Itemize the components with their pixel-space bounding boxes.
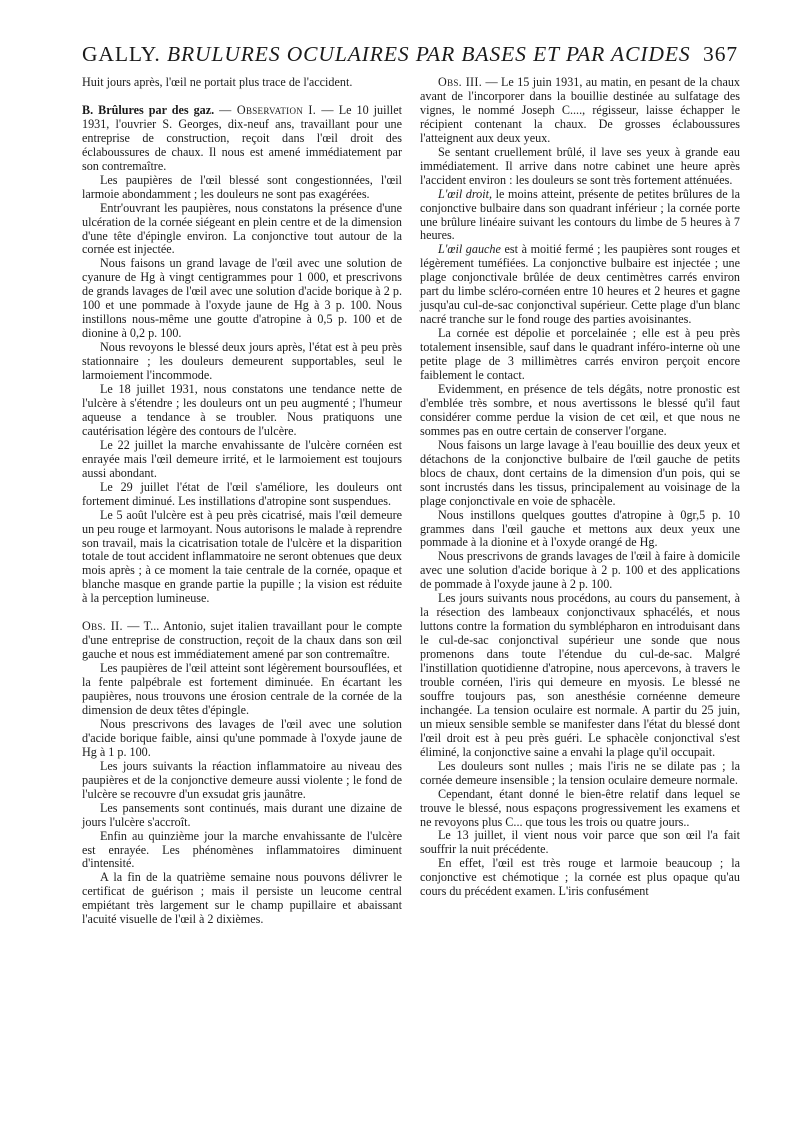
observation-paragraph [82,620,402,662]
paragraph: Evidemment, en présence de tels dégâts, notre pronostic est d'emblée très sombre, et nous avertissons le blessé qu'il faut considérer comme perdue la vision de cet œil, et que nous ne sommes pas en outre certain de conserver l'organe. [420,381,740,438]
paragraph: Les jours suivants la réaction inflammatoire au niveau des paupières et de la conjonctive demeure aussi violente ; le fond de l'ulcère se recouvre d'un exsudat gris jaunâtre. [82,758,402,801]
paragraph: Nous faisons un large lavage à l'eau bouillie des deux yeux et détachons de la conjonctive bulbaire de l'œil gauche de petits blocs de chaux, dont certains de la dimension d'un pois, qui se sont incrustés dans les tissus, principalement au voisinage de la plage conjonctivale en voie de sphacèle. [420,437,740,508]
paragraph: Les paupières de l'œil blessé sont congestionnées, l'œil larmoie abondamment ; les douleurs ne sont pas exagérées. [82,172,402,201]
paragraph: Les paupières de l'œil atteint sont légèrement boursouflées, et la fente palpébrale est fortement diminuée. En écartant les paupières, nous trouvons une érosion centrale de la cornée de la dimension de deux têtes d'épingle. [82,661,402,717]
paragraph-text: est à moitié fermé ; les paupières sont rouges et légèrement tuméfiées. La conjonctive bulbaire est injectée ; une plage conjonctivale brûlée de deux centimètres carrés environ part du limbe scléro-cornéen entre 10 heures et 2 heures et gagne jusqu'au cul-de-sac conjonctival supérieur. Cette plage d'un blanc nacré tranche sur le fond rouge des parties avoisinantes. [420,242,740,327]
paragraph: Nous instillons quelques gouttes d'atropine à 0gr,5 p. 10 grammes dans l'œil gauche et mettons aux deux yeux une pommade à la dionine et à l'oxyde orangé de Hg. [420,507,740,550]
observation-text: — Le 15 juin 1931, au matin, en pesant de la chaux avant de l'incorporer dans la bouillie destinée au sulfatage des vignes, le nommé Joseph C...., régisseur, laisse échapper le récipient contenant la chaux. De grosses éclaboussures l'atteignent aux deux yeux. [420,75,740,145]
paragraph: Huit jours après, l'œil ne portait plus trace de l'accident. [82,75,353,89]
paragraph-text: le moins atteint, présente de petites brûlures de la conjonctive bulbaire dans son quadrant inférieur ; la cornée porte une brûlure linéaire suivant les contours du limbe de 5 heures à 7 heures. [420,186,740,243]
paragraph: Enfin au quinzième jour la marche envahissante de l'ulcère est enrayée. Les phénomènes inflammatoires diminuent d'intensité. [82,828,402,871]
page-number: 367 [703,42,738,66]
right-column [420,76,740,899]
paragraph: Entr'ouvrant les paupières, nous constatons la présence d'une ulcération de la cornée siégeant en plein centre et de la dimension d'une tête d'épingle environ. La conjonctive tout autour de la cornée est injectée. [82,200,402,257]
paragraph: A la fin de la quatrième semaine nous pouvons délivrer le certificat de guérison ; mais il persiste un leucome central empiétant très largement sur le champ pupillaire et abaissant l'acuité visuelle de l'œil à 2 dixièmes. [82,870,402,927]
header-author: GALLY. [82,42,161,66]
eye-label: L'œil droit, [438,186,493,201]
paragraph: Le 22 juillet la marche envahissante de l'ulcère cornéen est enrayée mais l'œil demeure irrité, et le larmoiement est toujours aussi abondant. [82,437,402,480]
observation-text: — T... Antonio, sujet italien travaillant pour le compte d'une entreprise de construction, reçoit de la chaux dans son œil gauche et nous est immédiatement amené par son contremaître. [82,619,402,662]
eye-label: L'œil gauche [438,242,501,257]
paragraph: Nous prescrivons de grands lavages de l'œil à faire à domicile avec une solution d'acide borique à 2 p. 100 et des applications de pommade à l'oxyde jaune à 2 p. 100. [420,549,740,592]
paragraph: En effet, l'œil est très rouge et larmoie beaucoup ; la conjonctive est chémotique ; la cornée est plus opaque qu'au cours du précédent examen. L'iris confusément [420,856,740,899]
paragraph [420,243,740,327]
section-b-heading: B. Brûlures par des gaz. [82,102,215,117]
paragraph: Le 13 juillet, il vient nous voir parce que son œil l'a fait souffrir la nuit précédente. [420,828,740,857]
observation-text: Le 10 juillet 1931, l'ouvrier S. Georges, dix-neuf ans, travaillant pour une entreprise de construction, reçoit dans l'œil droit des éclaboussures de chaux. Il nous est amené immédiatement par son contremaître. [82,102,403,173]
paragraph: Le 29 juillet l'état de l'œil s'améliore, les douleurs ont fortement diminué. Les instillations d'atropine sont suspendues. [82,479,402,508]
observation-paragraph [420,76,740,146]
paragraph: Les jours suivants nous procédons, au cours du pansement, à la résection des lambeaux conjonctivaux sphacélés, et nous luttons contre la formation du symblépharon en introduisant dans le cul-de-sac conjonctival supérieur une sonde que nous promenons dans toute l'étendue du cul-de-sac. Malgré l'instillation quotidienne d'atropine, nous apercevons, à travers le trouble cornéen, l'iris qui demeure en myosis. Le blessé ne souffre toujours pas, son anesthésie cornéenne demeure inchangée. La tension oculaire est normale. A partir du 25 juin, un mieux sensible semble se manifester dans l'état du blessé dont l'œil droit est à peu près guéri. Le sphacèle conjonctival s'est éliminé, la conjonctive saine a envahi la plage qu'il occupait. [420,591,740,759]
header-title: BRULURES OCULAIRES PAR BASES ET PAR ACIDES [166,42,691,66]
paragraph: Se sentant cruellement brûlé, il lave ses yeux à grande eau immédiatement. Il arrive dans notre cabinet une heure après l'accident environ : les douleurs se sont très fortement atténuées. [420,144,740,187]
paragraph: Nous prescrivons des lavages de l'œil avec une solution d'acide borique faible, ainsi qu'une pommade à l'oxyde jaune de Hg à 1 p. 100. [82,716,402,759]
observation-label: — Observation I. — [219,102,334,117]
section-b-paragraph [82,104,402,174]
paragraph: Le 18 juillet 1931, nous constatons une tendance nette de l'ulcère à s'étendre ; les douleurs ont un peu augmenté ; l'humeur aqueuse a tendance à se troubler. Nous pratiquons une cautérisation légère des contours de l'ulcère. [82,382,402,438]
paragraph [420,188,740,244]
left-column [82,76,402,927]
paragraph: Le 5 août l'ulcère est à peu près cicatrisé, mais l'œil demeure un peu rouge et larmoyant. Nous autorisons le malade à reprendre son travail, mais la cicatrisation totale de l'ulcère et la disparition totale de tout accident inflammatoire ne seront obtenues que deux mois après ; à ce moment la taie centrale de la cornée, opaque et blanche masque en grande partie la pupille ; la vision est réduite à la perception lumineuse. [82,507,402,606]
paragraph: La cornée est dépolie et porcelainée ; elle est à peu près totalement insensible, sauf dans le quadrant inféro-interne où une petite plage de 3 millimètres carrés environ perçoit encore faiblement le contact. [420,326,740,383]
running-header [82,42,738,74]
observation-label: Obs. II. [82,619,123,634]
paragraph: Les pansements sont continués, mais durant une dizaine de jours l'ulcère s'accroît. [82,800,402,829]
observation-label: Obs. III. [438,75,483,89]
paragraph: Les douleurs sont nulles ; mais l'iris ne se dilate pas ; la cornée demeure insensible ; la tension oculaire demeure normale. [420,758,740,787]
paragraph: Nous faisons un grand lavage de l'œil avec une solution de cyanure de Hg à vingt centigrammes pour 1 000, et prescrivons de grands lavages de l'œil avec une solution d'acide borique à 2 p. 100 et une pommade à l'oxyde jaune de Hg à 3 p. 100. Nous instillons nous-même une goutte d'atropine à 0,5 p. 100 et de dionine à 0,2 p. 100. [82,256,402,341]
paragraph: Cependant, étant donné le bien-être relatif dans lequel se trouve le blessé, nous espaçons progressivement les examens et ne revoyons plus C... que tous les trois ou quatre jours.. [420,786,740,829]
paragraph: Nous revoyons le blessé deux jours après, l'état est à peu près stationnaire ; les douleurs demeurent supportables, seul le larmoiement l'incommode. [82,340,402,383]
